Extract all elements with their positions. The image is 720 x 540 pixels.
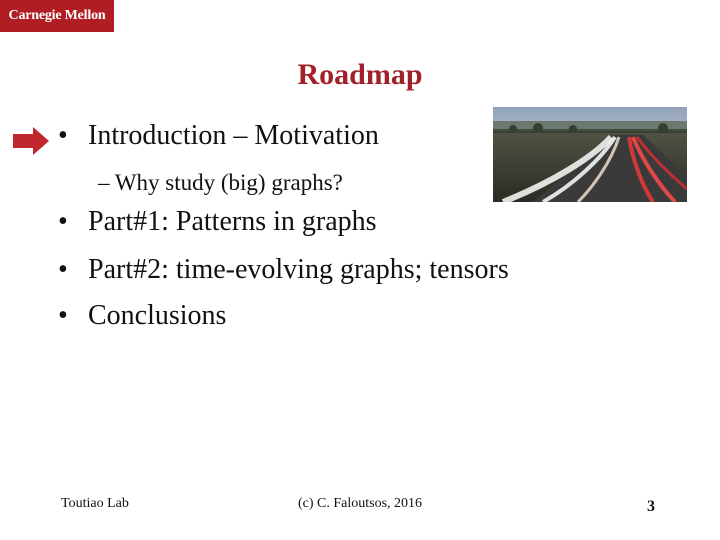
bullet-conclusions bbox=[58, 300, 226, 332]
bullet-part1 bbox=[58, 206, 377, 238]
bullet-text: Conclusions bbox=[88, 300, 227, 331]
slide-title: Roadmap bbox=[297, 58, 423, 91]
footer-lab-name: Toutiao Lab bbox=[61, 496, 129, 511]
bullet-dot: • bbox=[58, 120, 68, 151]
bullet-dot: • bbox=[58, 206, 68, 237]
page-number: 3 bbox=[647, 498, 655, 515]
right-arrow-icon bbox=[13, 125, 49, 157]
bullet-part2 bbox=[58, 254, 509, 286]
footer-copyright: (c) C. Faloutsos, 2016 bbox=[298, 496, 423, 511]
bullet-text: Part#1: Patterns in graphs bbox=[88, 206, 377, 237]
bullet-dot: • bbox=[58, 300, 68, 331]
carnegie-mellon-logo: Carnegie Mellon bbox=[0, 0, 114, 32]
bullet-text: Part#2: time-evolving graphs; tensors bbox=[88, 254, 509, 285]
sub-bullet-why-graphs: – Why study (big) graphs? bbox=[98, 170, 343, 195]
bullet-text: Introduction – Motivation bbox=[88, 120, 379, 151]
bullet-dot: • bbox=[58, 254, 68, 285]
bullet-introduction bbox=[58, 120, 379, 152]
highway-night-traffic-photo bbox=[493, 107, 687, 202]
